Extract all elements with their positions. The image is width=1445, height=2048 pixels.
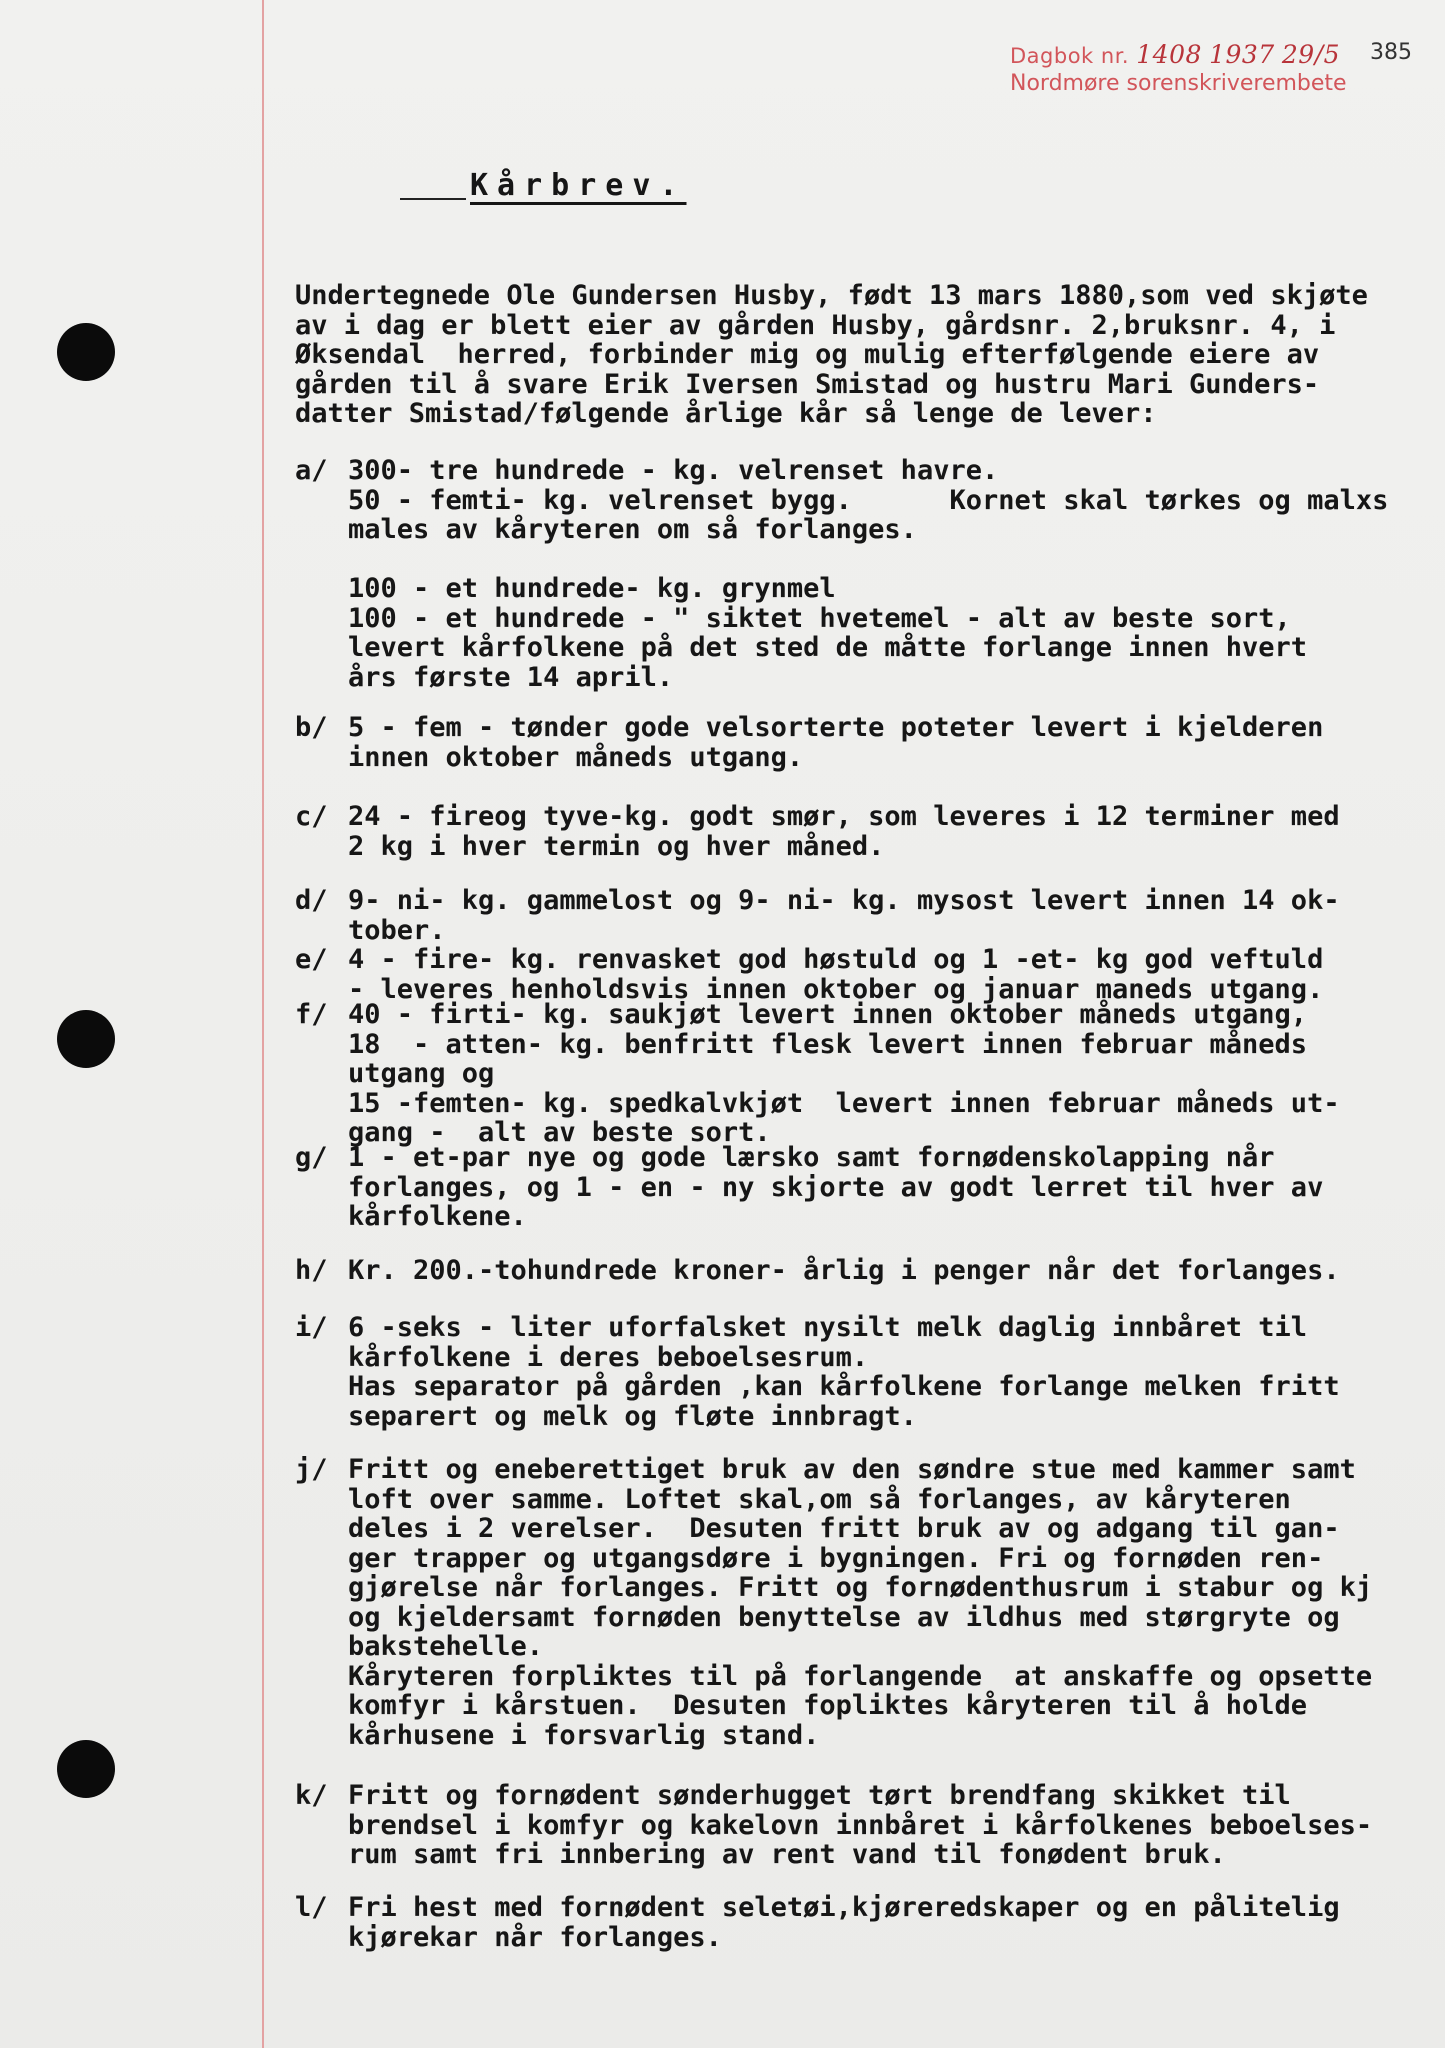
title-underline — [400, 198, 466, 200]
clause-text: Fri hest med fornødent seletøi,kjøreredskaper og en pålitelig kjørekar når forlanges. — [348, 1892, 1340, 1953]
clause-text: Fritt og eneberettiget bruk av den søndre stue med kammer samt loft over samme. Loftet skal,om så forlanges, av kåryteren deles i 2 verelser. Desuten fritt bruk av og adgang til gan- ger trapper og utgangsdøre i bygningen. Fri og fornøden ren- gjørelse når forlanges. Fritt og fornødenthusrum i stabur og kj og kjeldersamt fornøden benyttelse av ildhus med størgryte og bakstehelle. Kåryteren forpliktes til på forlangende at anskaffe og opsette komfyr i kårstuen. Desuten fopliktes kåryteren til å holde kårhusene i forsvarlig stand. — [348, 1454, 1373, 1751]
clause-text: 300- tre hundrede - kg. velrenset havre. 50 - femti- kg. velrenset bygg. Kornet skal tørkes og malxs males av kåryteren om så forlanges. 100 - et hundrede- kg. grynmel 100 - et hundrede - " siktet hvetemel - alt av beste sort, levert kårfolkene på det sted de måtte forlange innen hvert års første 14 april. — [348, 455, 1389, 693]
registry-stamp — [1010, 40, 1430, 96]
page-number: 385 — [1370, 40, 1412, 65]
clause-text: Kr. 200.-tohundrede kroner- årlig i penger når det forlanges. — [348, 1255, 1340, 1286]
clause-letter: f/ — [295, 999, 328, 1030]
stamp-office: Nordmøre sorenskriverembete — [1010, 71, 1347, 96]
punch-hole — [57, 323, 115, 381]
clause-text: 4 - fire- kg. renvasket god høstuld og 1 -et- kg god veftuld - leveres henholdsvis innen oktober og januar maneds utgang. — [348, 944, 1324, 1005]
clause-letter: g/ — [295, 1142, 328, 1173]
clause-text: Fritt og fornødent sønderhugget tørt brendfang skikket til brendsel i komfyr og kakelovn innbåret i kårfolkenes beboelses- rum samt fri innbering av rent vand til fonødent bruk. — [348, 1780, 1373, 1870]
clause-letter: d/ — [295, 885, 328, 916]
stamp-year: 1937 — [1209, 40, 1275, 69]
punch-hole — [57, 1010, 115, 1068]
clause-letter: h/ — [295, 1255, 328, 1286]
clause-text: 6 -seks - liter uforfalsket nysilt melk daglig innbåret til kårfolkene i deres beboelsesrum. Has separator på gården ,kan kårfolkene forlange melken fritt separert og melk og fløte innbragt. — [348, 1312, 1340, 1432]
clause-text: 1 - et-par nye og gode lærsko samt fornødenskolapping når forlanges, og 1 - en - ny skjorte av godt lerret til hver av kårfolkene. — [348, 1142, 1324, 1232]
clause-text: 24 - fireog tyve-kg. godt smør, som leveres i 12 terminer med 2 kg i hver termin og hver måned. — [348, 801, 1340, 862]
clause-letter: c/ — [295, 801, 328, 832]
clause-letter: a/ — [295, 455, 328, 486]
clause-letter: e/ — [295, 944, 328, 975]
clause-letter: l/ — [295, 1892, 328, 1923]
stamp-prefix: Dagbok nr. — [1010, 44, 1130, 68]
clause-text: 9- ni- kg. gammelost og 9- ni- kg. mysost levert innen 14 ok- tober. — [348, 885, 1340, 946]
clause-letter: i/ — [295, 1312, 328, 1343]
clause-text: 5 - fem - tønder gode velsorterte poteter levert i kjelderen innen oktober måneds utgang. — [348, 712, 1324, 773]
clause-letter: j/ — [295, 1454, 328, 1485]
clause-letter: b/ — [295, 712, 328, 743]
intro-paragraph: Undertegnede Ole Gundersen Husby, født 13 mars 1880,som ved skjøte av i dag er blett eier av gården Husby, gårdsnr. 2,bruksnr. 4, i Øksendal herred, forbinder mig og mulig efterfølgende eiere av gården til å svare Erik Iversen Smistad og hustru Mari Gunders- datter Smistad/følgende årlige kår så lenge de lever: — [295, 280, 1368, 429]
margin-rule — [262, 0, 264, 2048]
clause-letter: k/ — [295, 1780, 328, 1811]
punch-hole — [57, 1740, 115, 1798]
stamp-number: 1408 — [1136, 40, 1202, 69]
document-title: Kårbrev. — [470, 168, 687, 203]
clause-text: 40 - firti- kg. saukjøt levert innen oktober måneds utgang, 18 - atten- kg. benfritt flesk levert innen februar måneds utgang og 15 -femten- kg. spedkalvkjøt levert innen februar måneds ut- gang - alt av beste sort. — [348, 999, 1340, 1148]
stamp-date: 29/5 — [1281, 40, 1341, 69]
